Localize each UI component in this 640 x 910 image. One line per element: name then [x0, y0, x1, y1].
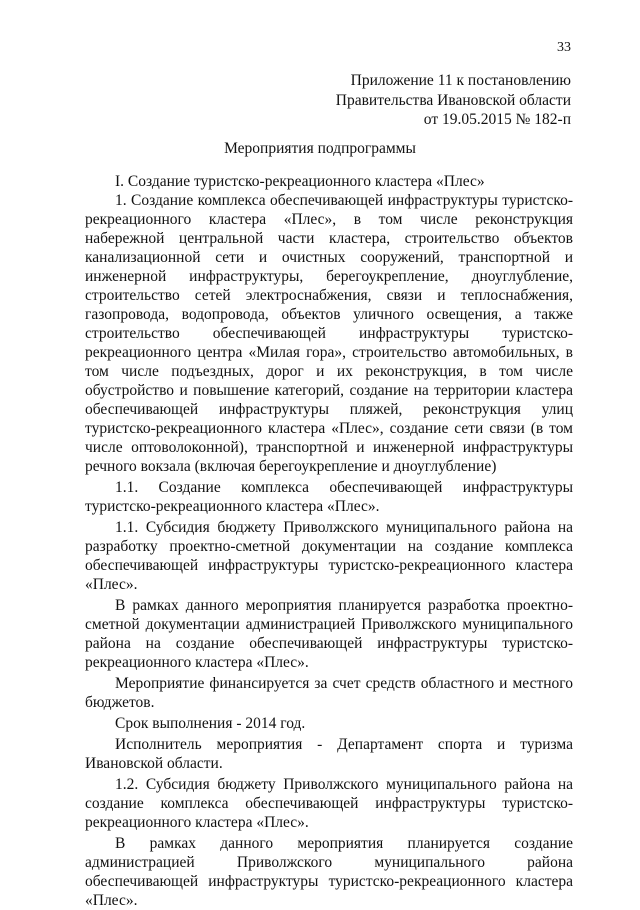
appendix-line-3: от 19.05.2015 № 182-п: [423, 111, 571, 128]
paragraph: В рамках данного мероприятия планируется создание администрацией Приволжского муниципального района обеспечивающей инфраструктуры туристско-рекреационного кластера «Плес».: [85, 835, 573, 909]
paragraph: 1.2. Субсидия бюджету Приволжского муниципального района на создание комплекса обеспечивающей инфраструктуры туристско-рекреационного кластера «Плес».: [85, 776, 573, 831]
paragraph: В рамках данного мероприятия планируется разработка проектно-сметной документации администрацией Приволжского муниципального района на создание обеспечивающей инфраструктуры туристско-рекреационного кластера «Плес».: [85, 597, 573, 671]
appendix-header: [336, 71, 571, 130]
appendix-line-2: Правительства Ивановской области: [335, 91, 571, 109]
page-number: 33: [557, 40, 571, 55]
section-heading: I. Создание туристско-рекреационного кластера «Плес»: [115, 173, 485, 190]
paragraph: Исполнитель мероприятия - Департамент спорта и туризма Ивановской области.: [85, 736, 573, 772]
paragraph: 1.1. Субсидия бюджету Приволжского муниципального района на разработку проектно-сметной документации на создание комплекса обеспечивающей инфраструктуры туристско-рекреационного кластера «Плес».: [85, 519, 573, 593]
appendix-line-1: Приложение 11 к постановлению: [350, 72, 571, 89]
page-title: Мероприятия подпрограммы: [224, 140, 416, 157]
paragraph: Мероприятие финансируется за счет средств областного и местного бюджетов.: [85, 675, 573, 711]
paragraph: 1. Создание комплекса обеспечивающей инфраструктуры туристско-рекреационного кластера «Плес», в том числе реконструкция набережной центральной части кластера, строительство объектов канализационной сети и очистных сооружений, транспортной и инженерной инфраструктуры, берегоукрепление, дноуглубление, строительство сетей электроснабжения, связи и теплоснабжения, газопровода, водопровода, объектов уличного освещения, а также строительство обеспечивающей инфраструктуры туристско-рекреационного центра «Милая гора», строительство автомобильных, в том числе подъездных, дорог и их реконструкция, в том числе обустройство и повышение категорий, создание на территории кластера обеспечивающей инфраструктуры пляжей, реконструкция улиц туристско-рекреационного кластера «Плес», создание сети связи (в том числе оптоволоконной), транспортной и инженерной инфраструктуры речного вокзала (включая берегоукрепление и дноуглубление): [85, 192, 573, 475]
paragraph: Срок выполнения - 2014 год.: [115, 715, 306, 732]
document-body: [85, 172, 573, 910]
paragraph: 1.1. Создание комплекса обеспечивающей инфраструктуры туристско-рекреационного кластера «Плес».: [85, 479, 573, 515]
